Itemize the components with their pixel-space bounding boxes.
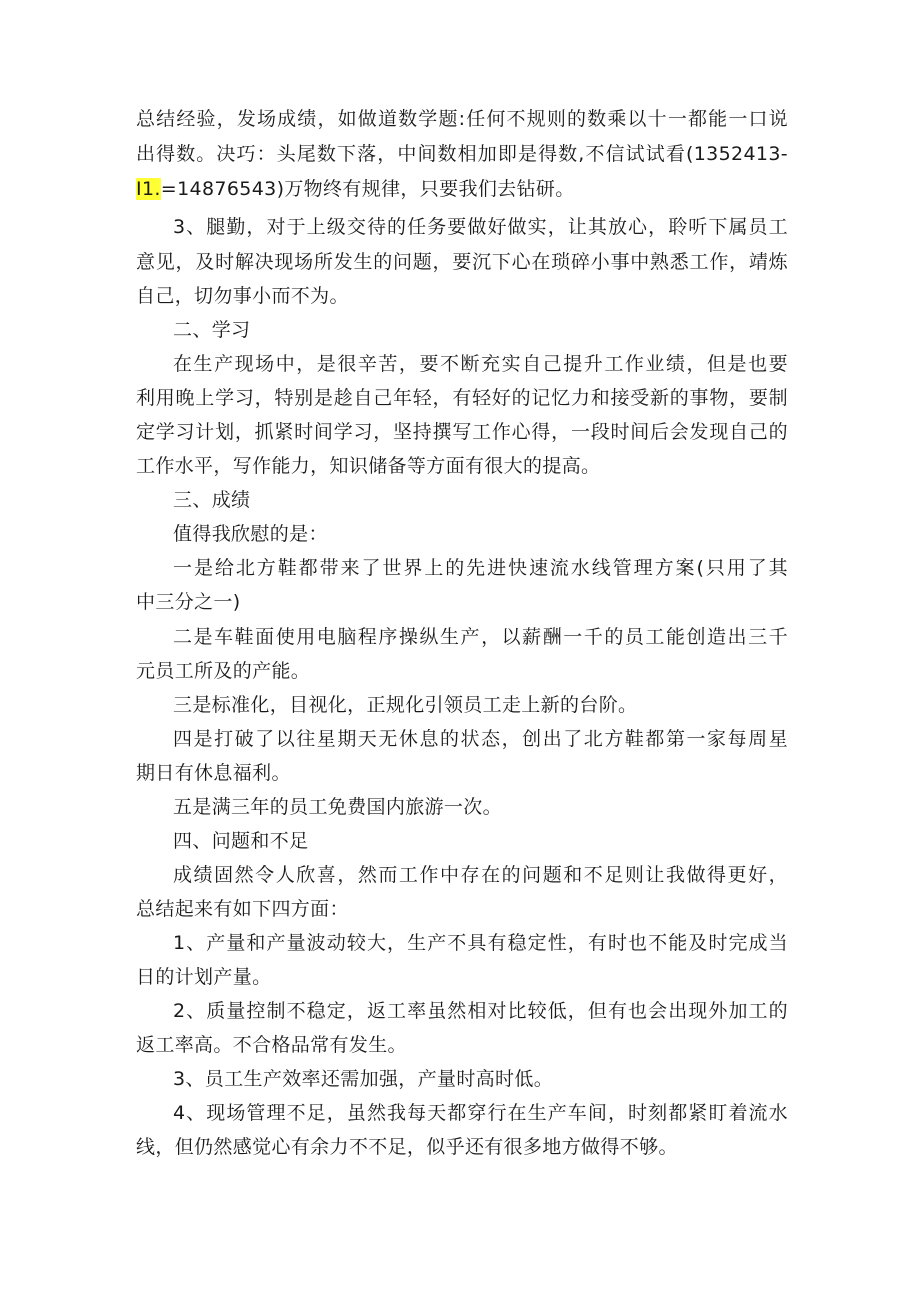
- paragraph-line: 1、产量和产量波动较大，生产不具有稳定性，有时也不能及时完成当: [173, 932, 788, 954]
- section-heading: 四、问题和不足: [173, 830, 309, 852]
- paragraph-line: 利用晚上学习，特别是趁自己年轻，有轻好的记忆力和接受新的事物，要制: [136, 387, 788, 409]
- paragraph-line: 值得我欣慰的是：: [173, 523, 328, 545]
- paragraph-line: 在生产现场中，是很辛苦，要不断充实自己提升工作业绩，但是也要: [173, 353, 788, 375]
- paragraph-line: 四是打破了以往星期天无休息的状态，创出了北方鞋都第一家每周星: [173, 728, 788, 750]
- paragraph-line: 成绩固然令人欣喜，然而工作中存在的问题和不足则让我做得更好，: [173, 864, 788, 886]
- paragraph-line: 自己，切勿事小而不为。: [136, 285, 349, 307]
- section-heading: 三、成绩: [173, 489, 251, 511]
- paragraph-line: 一是给北方鞋都带来了世界上的先进快速流水线管理方案(只用了其: [173, 557, 788, 579]
- paragraph-line: 工作水平，写作能力，知识储备等方面有很大的提高。: [136, 455, 601, 477]
- paragraph-line: 三是标准化，目视化，正规化引领员工走上新的台阶。: [173, 694, 638, 716]
- paragraph-line: [136, 174, 788, 204]
- paragraph-line: 返工率高。不合格品常有发生。: [136, 1034, 407, 1056]
- highlighted-text: I1.: [136, 178, 161, 200]
- paragraph-line: 3、员工生产效率还需加强，产量时高时低。: [173, 1068, 554, 1090]
- paragraph-line: 总结经验，发场成绩，如做道数学题:任何不规则的数乘以十一都能一口说: [136, 108, 788, 130]
- paragraph-line: 日的计划产量。: [136, 966, 272, 988]
- paragraph-text: =14876543)万物终有规律，只要我们去钻研。: [160, 178, 575, 200]
- paragraph-line: 中三分之一): [136, 591, 241, 613]
- paragraph-line: 期日有休息福利。: [136, 762, 291, 784]
- paragraph-line: 2、质量控制不稳定，返工率虽然相对比较低，但有也会出现外加工的: [173, 1000, 788, 1022]
- paragraph-line: 二是车鞋面使用电脑程序操纵生产，以薪酬一千的员工能创造出三千: [173, 626, 788, 648]
- paragraph-line: 线，但仍然感觉心有余力不不足，似乎还有很多地方做得不够。: [136, 1136, 678, 1158]
- paragraph-line: 元员工所及的产能。: [136, 660, 311, 682]
- paragraph-line: 3、腿勤，对于上级交待的任务要做好做实，让其放心，聆听下属员工: [173, 216, 788, 238]
- paragraph-line: 意见，及时解决现场所发生的问题，要沉下心在琐碎小事中熟悉工作，靖炼: [136, 251, 788, 273]
- section-heading: 二、学习: [173, 319, 251, 341]
- paragraph-line: 总结起来有如下四方面：: [136, 898, 349, 920]
- paragraph-line: 五是满三年的员工免费国内旅游一次。: [173, 796, 502, 818]
- paragraph-line: 4、现场管理不足，虽然我每天都穿行在生产车间，时刻都紧盯着流水: [173, 1102, 788, 1124]
- paragraph-line: 出得数。决巧：头尾数下落，中间数相加即是得数,不信试试看(1352413-: [136, 143, 788, 165]
- paragraph-line: 定学习计划，抓紧时间学习，坚持撰写工作心得，一段时间后会发现自己的: [136, 421, 788, 443]
